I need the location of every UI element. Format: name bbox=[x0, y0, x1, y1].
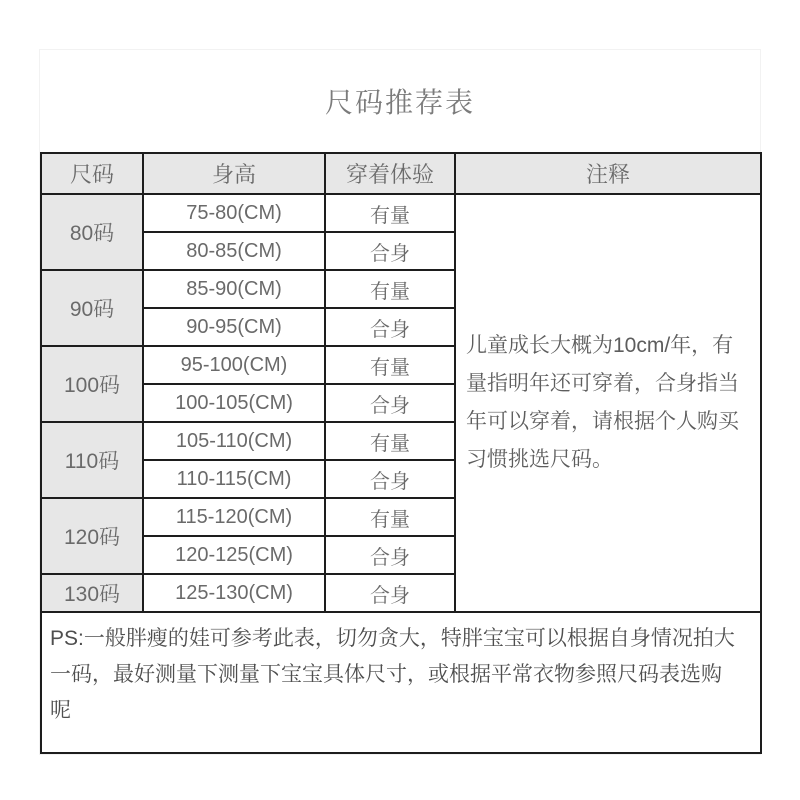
size-chart-card bbox=[40, 50, 760, 754]
page-title: 尺码推荐表 bbox=[324, 87, 475, 118]
fit-cell: 有量 bbox=[325, 270, 455, 308]
size-cell: 100码 bbox=[41, 346, 143, 422]
fit-cell: 有量 bbox=[325, 194, 455, 232]
size-cell: 120码 bbox=[41, 498, 143, 574]
fit-cell: 有量 bbox=[325, 346, 455, 384]
size-cell: 110码 bbox=[41, 422, 143, 498]
height-cell: 90-95(CM) bbox=[143, 308, 325, 346]
height-cell: 110-115(CM) bbox=[143, 460, 325, 498]
table-row bbox=[41, 194, 761, 232]
size-table-body bbox=[41, 194, 761, 612]
height-cell: 125-130(CM) bbox=[143, 574, 325, 612]
fit-cell: 合身 bbox=[325, 308, 455, 346]
size-cell: 130码 bbox=[41, 574, 143, 612]
fit-cell: 合身 bbox=[325, 232, 455, 270]
size-cell: 90码 bbox=[41, 270, 143, 346]
header-row bbox=[41, 153, 761, 194]
height-cell: 120-125(CM) bbox=[143, 536, 325, 574]
fit-cell: 合身 bbox=[325, 574, 455, 612]
header-fit: 穿着体验 bbox=[325, 153, 455, 194]
header-note: 注释 bbox=[455, 153, 761, 194]
fit-cell: 合身 bbox=[325, 536, 455, 574]
fit-cell: 合身 bbox=[325, 460, 455, 498]
height-cell: 95-100(CM) bbox=[143, 346, 325, 384]
fit-cell: 合身 bbox=[325, 384, 455, 422]
fit-cell: 有量 bbox=[325, 498, 455, 536]
height-cell: 115-120(CM) bbox=[143, 498, 325, 536]
size-recommendation-table bbox=[40, 152, 762, 754]
ps-row bbox=[41, 612, 761, 753]
size-cell: 80码 bbox=[41, 194, 143, 270]
header-height: 身高 bbox=[143, 153, 325, 194]
note-cell: 儿童成长大概为10cm/年，有量指明年还可穿着，合身指当年可以穿着，请根据个人购买习惯挑选尺码。 bbox=[455, 194, 761, 612]
fit-cell: 有量 bbox=[325, 422, 455, 460]
ps-note: PS:一般胖瘦的娃可参考此表，切勿贪大，特胖宝宝可以根据自身情况拍大一码，最好测量下测量下宝宝具体尺寸，或根据平常衣物参照尺码表选购呢 bbox=[41, 612, 761, 753]
height-cell: 100-105(CM) bbox=[143, 384, 325, 422]
height-cell: 80-85(CM) bbox=[143, 232, 325, 270]
height-cell: 85-90(CM) bbox=[143, 270, 325, 308]
height-cell: 75-80(CM) bbox=[143, 194, 325, 232]
height-cell: 105-110(CM) bbox=[143, 422, 325, 460]
table-header bbox=[41, 153, 761, 194]
ps-section bbox=[41, 612, 761, 753]
header-size: 尺码 bbox=[41, 153, 143, 194]
